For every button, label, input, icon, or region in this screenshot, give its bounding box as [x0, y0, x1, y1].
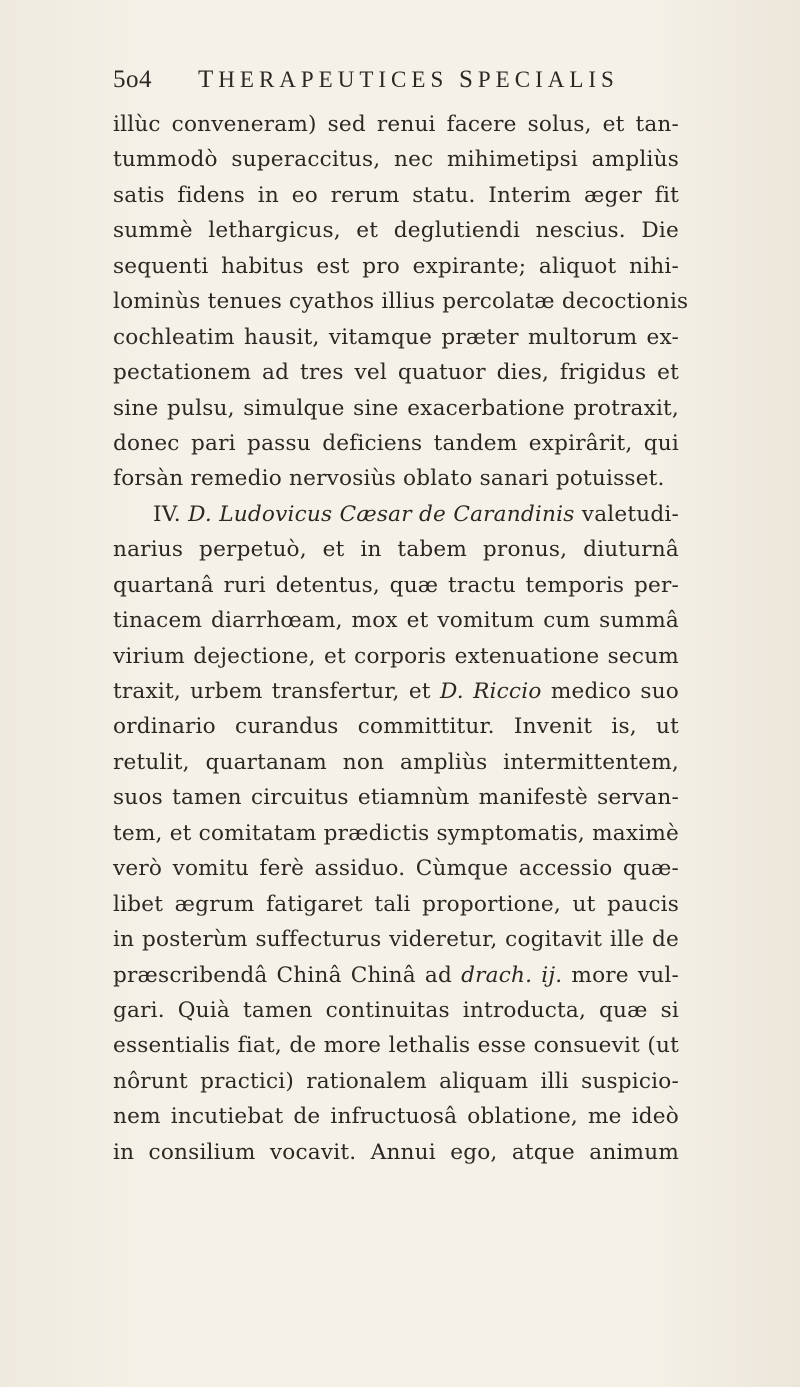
text-run: traxit, urbem transfertur, et: [113, 679, 431, 704]
text-line: verò vomitu ferè assiduo. Cùmque accessio quæ-: [113, 856, 679, 882]
person-name: D. Ludovicus Cæsar de Carandinis: [188, 501, 575, 527]
running-title: THERAPEUTICES SPECIALIS: [198, 66, 619, 93]
text-line: nôrunt practici) rationalem aliquam illi suspicio-: [113, 1068, 679, 1094]
text-line: cochleatim hausit, vitamque præter multorum ex-: [113, 324, 679, 350]
page-number: 5o4: [113, 66, 152, 93]
text-line-section-start: [113, 497, 679, 532]
text-line: suos tamen circuitus etiamnùm manifestè servan-: [113, 785, 679, 811]
text-line: sequenti habitus est pro expirante; aliquot nihi-: [113, 253, 679, 279]
text-run: medico suo: [550, 679, 679, 704]
dose-abbrev: drach. ij.: [461, 962, 563, 988]
text-line: nem incutiebat de infructuosâ oblatione, me ideò: [113, 1104, 679, 1130]
text-line: tummodò superaccitus, nec mihimetipsi ampliùs: [113, 147, 679, 173]
text-line: sine pulsu, simulque sine exacerbatione protraxit,: [113, 395, 679, 421]
text-run: more vul-: [571, 962, 679, 988]
person-name: D. Riccio: [439, 679, 542, 704]
section-number: IV.: [153, 501, 181, 527]
text-line: tem, et comitatam prædictis symptomatis, maximè: [113, 820, 679, 846]
text-line: donec pari passu deficiens tandem expirârit, qui: [113, 430, 679, 456]
text-line: gari. Quià tamen continuitas introducta, quæ si: [113, 997, 679, 1023]
text-line: pectationem ad tres vel quatuor dies, frigidus et: [113, 360, 679, 386]
page-header: [113, 66, 673, 100]
text-run: valetudi-: [581, 501, 679, 527]
text-line-with-abbrev: [113, 958, 679, 993]
text-line: ordinario curandus committitur. Invenit is, ut: [113, 714, 679, 740]
text-line: libet ægrum fatigaret tali proportione, ut paucis: [113, 891, 679, 917]
text-line: virium dejectione, et corporis extenuatione secum: [113, 643, 679, 669]
text-run: præscribendâ Chinâ Chinâ ad: [113, 962, 453, 988]
text-line: tinacem diarrhœam, mox et vomitum cum summâ: [113, 608, 679, 634]
text-line: quartanâ ruri detentus, quæ tractu temporis per-: [113, 572, 679, 598]
text-line-with-name: [113, 674, 679, 709]
text-line: narius perpetuò, et in tabem pronus, diuturnâ: [113, 537, 679, 563]
text-line: in consilium vocavit. Annui ego, atque animum: [113, 1139, 679, 1165]
body-text: [113, 107, 689, 1170]
text-line: in posterùm suffecturus videretur, cogitavit ille de: [113, 927, 679, 953]
text-line: forsàn remedio nervosiùs oblato sanari potuisset.: [113, 466, 665, 492]
text-line: summè lethargicus, et deglutiendi nescius. Die: [113, 218, 679, 244]
text-line: lominùs tenues cyathos illius percolatæ decoctionis: [113, 289, 689, 315]
text-line: essentialis fiat, de more lethalis esse consuevit (ut: [113, 1033, 679, 1059]
text-line: retulit, quartanam non ampliùs intermittentem,: [113, 749, 679, 775]
text-line: illùc conveneram) sed renui facere solus, et tan-: [113, 112, 679, 137]
text-line: satis fidens in eo rerum statu. Interim æger fit: [113, 182, 679, 208]
